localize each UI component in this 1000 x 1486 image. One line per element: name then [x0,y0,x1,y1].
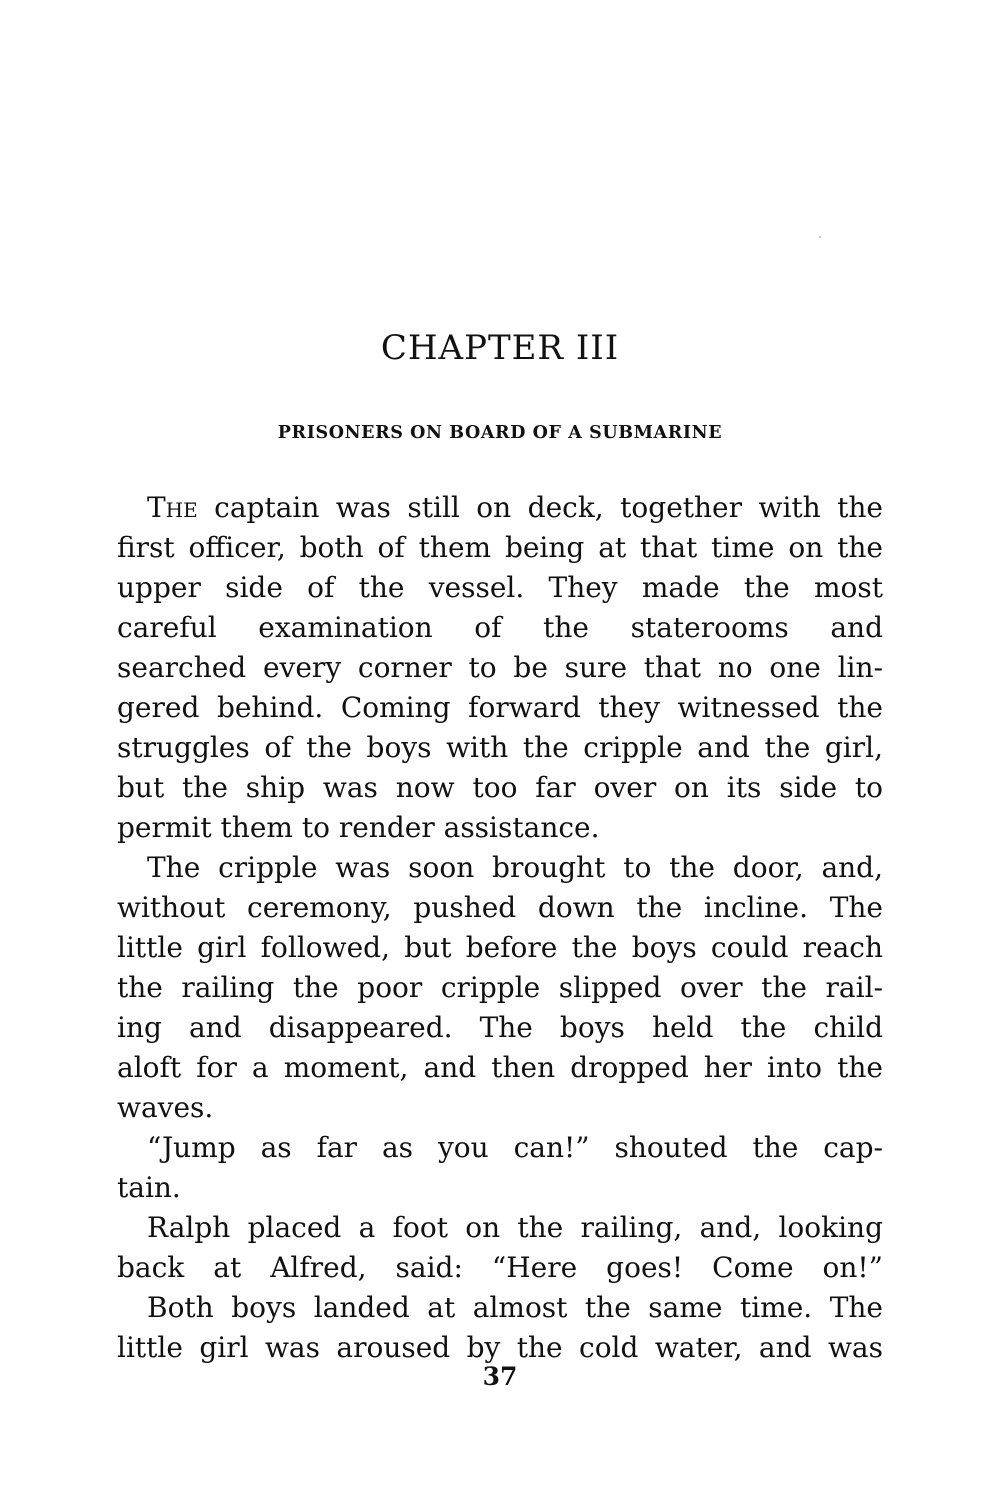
paper-speck [819,236,821,238]
text-line: gered behind. Coming forward they witnessed the [117,691,883,724]
text-line-rest: captain was still on deck, together with the [197,491,883,524]
text-line: waves. [117,1091,214,1124]
text-line: the railing the poor cripple slipped over the rail- [117,971,883,1004]
text-line: tain. [117,1171,181,1204]
paragraph-3 [117,1128,883,1208]
text-line: back at Alfred, said: “Here goes! Come on!” [117,1251,883,1284]
text-line: aloft for a moment, and then dropped her into the [117,1051,883,1084]
paragraph-1 [117,488,883,848]
text-line: little girl followed, but before the boys could reach [117,931,883,964]
text-line: Ralph placed a foot on the railing, and, looking [147,1211,883,1244]
page-number: 37 [482,1362,518,1391]
paragraph-5 [117,1288,883,1368]
drop-word: The [147,491,198,524]
body-text [117,488,883,1368]
text-line: The cripple was soon brought to the door, and, [147,851,883,884]
text-line: “Jump as far as you can!” shouted the cap- [147,1131,883,1164]
text-line: struggles of the boys with the cripple and the girl, [117,731,883,764]
text-line: ing and disappeared. The boys held the child [117,1011,883,1044]
text-line: permit them to render assistance. [117,811,600,844]
chapter-subtitle: PRISONERS ON BOARD OF A SUBMARINE [277,423,723,443]
text-line: Both boys landed at almost the same time. The [147,1291,883,1324]
text-line: little girl was aroused by the cold water, and was [117,1331,883,1364]
text-line: upper side of the vessel. They made the most [117,571,883,604]
text-line: searched every corner to be sure that no one lin- [117,651,883,684]
text-line [117,488,883,528]
chapter-title: CHAPTER III [380,328,620,368]
paragraph-2 [117,848,883,1128]
text-line: but the ship was now too far over on its side to [117,771,883,804]
text-line: first officer, both of them being at that time on the [117,531,883,564]
text-line: without ceremony, pushed down the incline. The [117,891,883,924]
paragraph-4 [117,1208,883,1288]
text-line: careful examination of the staterooms and [117,611,883,644]
